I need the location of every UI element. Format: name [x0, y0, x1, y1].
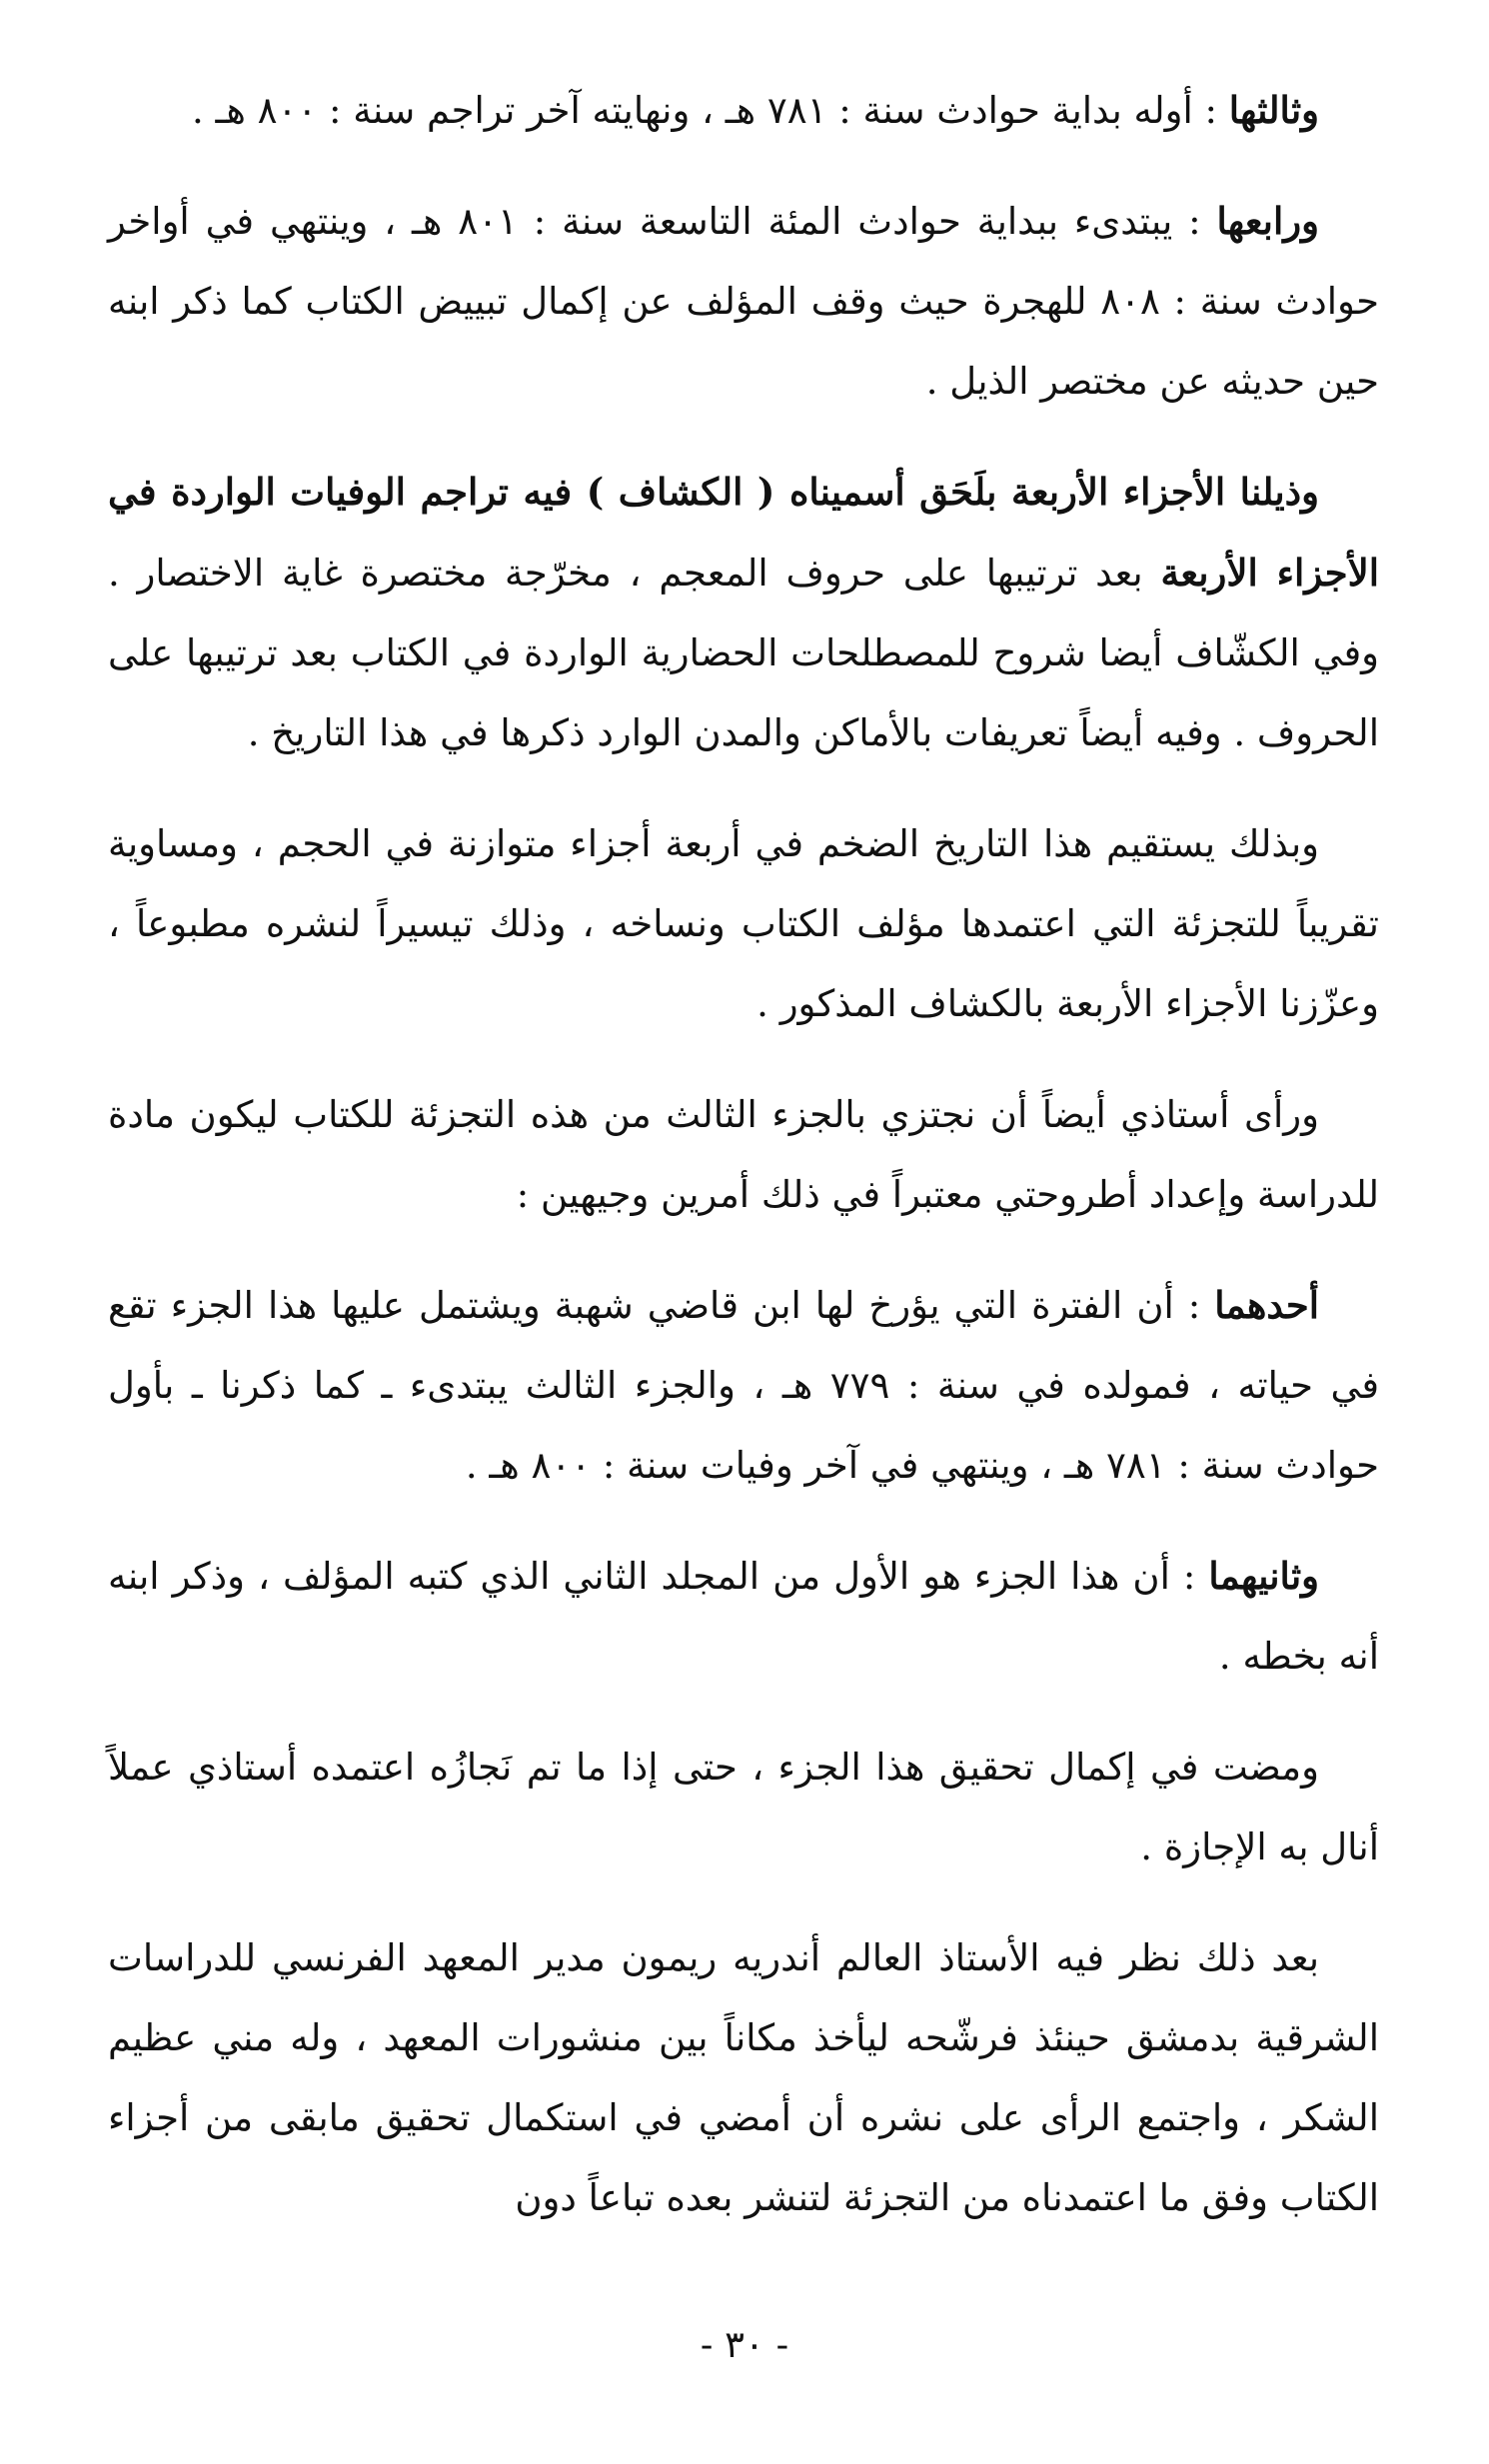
paragraph-text: : أن هذا الجزء هو الأول من المجلد الثاني الذي كتبه المؤلف ، وذكر ابنه أنه بخطه .	[108, 1555, 1379, 1678]
paragraph-text: بعد ذلك نظر فيه الأستاذ العالم أندريه ريمون مدير المعهد الفرنسي للدراسات الشرقية بدمشق حينئذ فرشّحه ليأخذ مكاناً بين منشورات المعهد ، وله مني عظيم الشكر ، واجتمع الرأى على نشره أن أمضي في استكمال تحقيق مابقى من أجزاء الكتاب وفق ما اعتمدناه من التجزئة لتنشر بعده تباعاً دون	[108, 1936, 1379, 2219]
paragraph-first-reason	[108, 1265, 1379, 1506]
paragraph-publication	[108, 1917, 1379, 2238]
page-number: - ٣٠ -	[700, 2323, 789, 2366]
paragraph-third-volume-choice	[108, 1074, 1379, 1235]
paragraph-fourth-part	[108, 181, 1379, 422]
paragraph-text: : أوله بداية حوادث سنة : ٧٨١ هـ ، ونهايته آخر تراجم سنة : ٨٠٠ هـ .	[191, 89, 1229, 132]
paragraph-appendix	[108, 452, 1379, 773]
paragraph-text: بعد ترتيبها على حروف المعجم ، مخرّجة مختصرة غاية الاختصار . وفي الكشّاف أيضا شروح للمصطلحات الحضارية الواردة في الكتاب بعد ترتيبها على الحروف . وفيه أيضاً تعريفات بالأماكن والمدن الوارد ذكرها في هذا التاريخ .	[108, 552, 1379, 754]
paragraph-third-part	[108, 70, 1379, 151]
paragraph-lead: ورابعها	[1216, 199, 1319, 243]
paragraph-four-volumes	[108, 803, 1379, 1044]
paragraph-text: : أن الفترة التي يؤرخ لها ابن قاضي شهبة ويشتمل عليها هذا الجزء تقع في حياته ، فمولده في سنة : ٧٧٩ هـ ، والجزء الثالث يبتدىء ـ كما ذكرنا ـ بأول حوادث سنة : ٧٨١ هـ ، وينتهي في آخر وفيات سنة : ٨٠٠ هـ .	[108, 1284, 1380, 1487]
paragraph-second-reason	[108, 1536, 1379, 1697]
paragraph-text: وبذلك يستقيم هذا التاريخ الضخم في أربعة أجزاء متوازنة في الحجم ، ومساوية تقريباً للتجزئة التي اعتمدها مؤلف الكتاب ونساخه ، وذلك تيسيراً لنشره مطبوعاً ، وعزّزنا الأجزاء الأربعة بالكشاف المذكور .	[108, 822, 1379, 1025]
paragraph-lead: وثالثها	[1228, 88, 1319, 132]
paragraph-lead: وثانيهما	[1208, 1554, 1319, 1598]
paragraph-text: ومضت في إكمال تحقيق هذا الجزء ، حتى إذا ما تم نَجازُه اعتمده أستاذي عملاً أنال به الإجازة .	[108, 1746, 1379, 1868]
paragraph-text: : يبتدىء ببداية حوادث المئة التاسعة سنة : ٨٠١ هـ ، وينتهي في أواخر حوادث سنة : ٨٠٨ للهجرة حيث وقف المؤلف عن إكمال تبييض الكتاب كما ذكر ابنه حين حديثه عن مختصر الذيل .	[108, 200, 1379, 403]
paragraph-completion	[108, 1727, 1379, 1887]
paragraph-lead: أحدهما	[1214, 1283, 1319, 1327]
paragraph-text: ورأى أستاذي أيضاً أن نجتزي بالجزء الثالث من هذه التجزئة للكتاب ليكون مادة للدراسة وإعداد أطروحتي معتبراً في ذلك أمرين وجيهين :	[108, 1093, 1379, 1216]
document-body	[108, 70, 1379, 2268]
paragraph-lead: وذيلنا الأجزاء الأربعة بلَحَق أسميناه ( الكشاف ) فيه تراجم الوفيات الواردة في الأجزاء الأربعة	[108, 470, 1379, 595]
